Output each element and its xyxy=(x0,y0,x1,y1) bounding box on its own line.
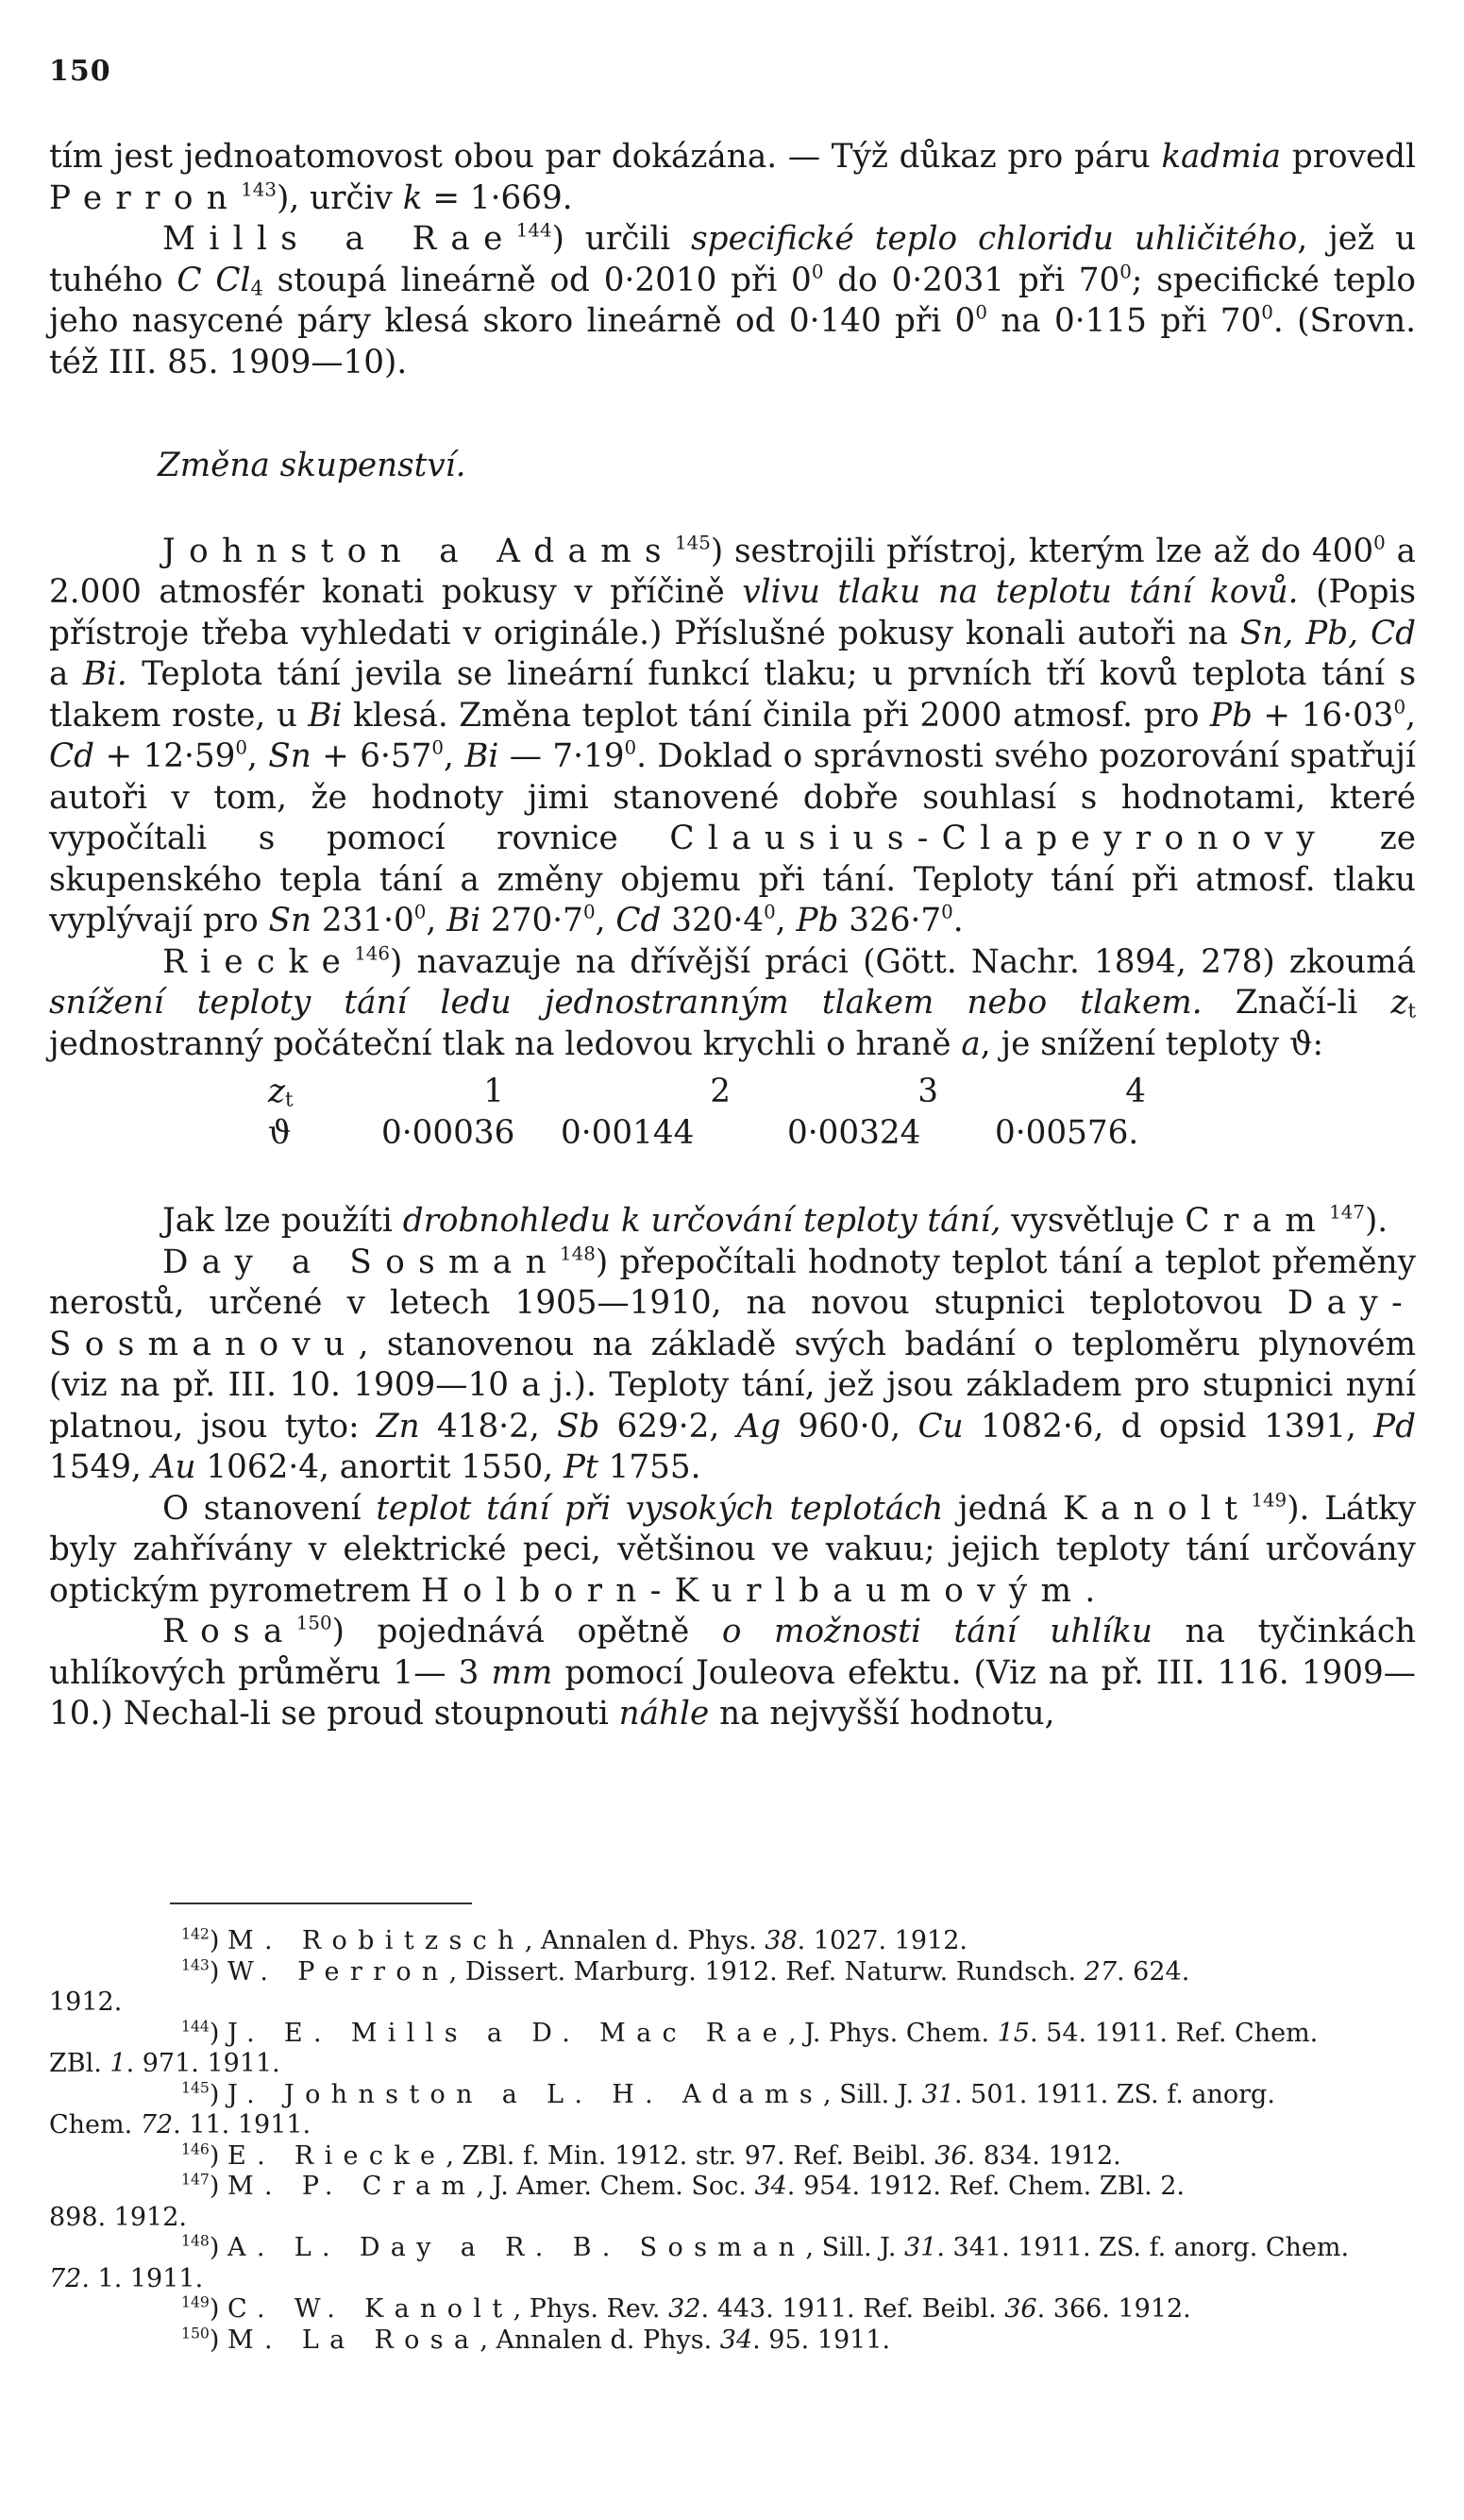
table-cell: 4 xyxy=(1125,1073,1146,1110)
footnote: $^{147}$) M. P. Cram, J. Amer. Chem. Soc. 34. 954. 1912. Ref. Chem. ZBl. 2. xyxy=(181,2170,1185,2201)
footnote-ref: 146 xyxy=(354,942,391,965)
table-cell: 3 xyxy=(917,1073,938,1110)
footnote-ref: 144 xyxy=(515,219,552,242)
paragraph-2: Mills a Rae$^{144}$) určili specifické teplo chloridu uhličitého, jež u tuhého C $Cl_4$ stoupá lineárně od 0·2010 při $0^0$ do 0·2031 při $70^0$; specifické teplo jeho nasycené páry klesá skoro lineárně od 0·140 při $0^0$ na 0·115 při $70^0$. (Srovn. též III. 85. 1909—10). xyxy=(49,219,1417,381)
footnote: $^{144}$) J. E. Mills a D. Mac Rae, J. Phys. Chem. 15. 54. 1911. Ref. Chem. xyxy=(181,2016,1319,2048)
footnote-continuation: 1912. xyxy=(49,1987,123,2017)
footnote: $^{148}$) A. L. Day a R. B. Sosman, Sill. J. 31. 341. 1911. ZS. f. anorg. Chem. xyxy=(181,2231,1350,2262)
footnote: $^{146}$) E. Riecke, ZBl. f. Min. 1912. str. 97. Ref. Beibl. 36. 834. 1912. xyxy=(181,2139,1121,2171)
author-name: Johnston a Adams xyxy=(162,532,675,570)
table-cell: 0·00576. xyxy=(995,1114,1139,1152)
footnote-ref: 147 xyxy=(1329,1201,1365,1224)
paragraph-4: Riecke$^{146}$) navazuje na dřívější práci (Gött. Nachr. 1894, 278) zkoumá snížení teploty tání ledu jednostranným tlakem nebo tlakem. Značí-li $z_t$ jednostranný počáteční tlak na ledovou krychli o hraně a, je snížení teploty ϑ: xyxy=(49,942,1416,1063)
footnote-continuation: 72. 1. 1911. xyxy=(49,2263,204,2293)
footnote-divider xyxy=(170,1903,472,1904)
author-name: Riecke xyxy=(162,942,355,981)
footnote: $^{142}$) M. Robitzsch, Annalen d. Phys. 38. 1027. 1912. xyxy=(181,1924,968,1955)
table-cell: 2 xyxy=(710,1073,731,1110)
main-text xyxy=(49,137,1416,1735)
footnote-ref: 145 xyxy=(674,532,711,554)
table-cell: ϑ xyxy=(268,1114,292,1152)
scale-name: Day-Sosmanovu xyxy=(49,1284,1416,1363)
instrument-name: Holborn-Kurlbaumovým xyxy=(420,1571,1085,1610)
author-name: Perron xyxy=(49,178,242,217)
paragraph-8: Rosa$^{150}$) pojednává opětně o možnosti tání uhlíku na tyčinkách uhlíkových průměru 1— 3 mm pomocí Jouleova efektu. (Viz na př. III. 116. 1909—10.) Nechal-li se proud stoupnouti náhle na nejvyšší hodnotu, xyxy=(49,1612,1416,1733)
paragraph-3: Johnston a Adams$^{145}$) sestrojili přístroj, kterým lze až do $400^0$ a 2.000 atmosfér konati pokusy v příčině vlivu tlaku na teplotu tání kovů. (Popis přístroje třeba vyhledati v originále.) Příslušné pokusy konali autoři na Sn, Pb, Cd a Bi. Teplota tání jevila se lineární funkcí tlaku; u prvních tří kovů teplota tání s tlakem roste, u Bi klesá. Změna teplot tání činila při 2000 atmosf. pro $Pb + 16\cdot 03^0$, $Cd + 12\cdot 59^0$, $Sn + 6\cdot 57^0$, Bi — $7\cdot 19^0$. Doklad o správnosti svého pozorování spatřují autoři v tom, že hodnoty jimi stanovené dobře souhlasí s hodnotami, které vypočítali s pomocí rovnice Clausius-Clapeyronovy ze skupenského tepla tání a změny objemu při tání. Teploty tání při atmosf. tlaku vyplývají pro Sn $231\cdot 0^0$, Bi $270\cdot 7^0$, Cd $320\cdot 4^0$, Pb $326\cdot 7^0$. xyxy=(49,532,1417,939)
footnote: $^{149}$) C. W. Kanolt, Phys. Rev. 32. 443. 1911. Ref. Beibl. 36. 366. 1912. xyxy=(181,2292,1191,2324)
table-cell: 0·00324 xyxy=(787,1114,921,1152)
paragraph-5: Jak lze použíti drobnohledu k určování teploty tání, vysvětluje Cram$^{147}$). xyxy=(162,1201,1388,1240)
paragraph-7: O stanovení teplot tání při vysokých teplotách jedná Kanolt$^{149}$). Látky byly zahřívány v elektrické peci, většinou ve vakuu; jejich teploty tání určovány optickým pyrometrem Holborn-Kurlbaumovým. xyxy=(49,1489,1417,1610)
author-name: Day a Sosman xyxy=(162,1243,560,1281)
equation-name: Clausius-Clapeyronovy xyxy=(669,820,1329,857)
table-cell: 0·00144 xyxy=(561,1114,695,1152)
author-name: Mills a Rae xyxy=(162,220,516,258)
table-cell: $z_t$ xyxy=(268,1073,294,1111)
author-name: Cram xyxy=(1185,1202,1330,1240)
footnote-ref: 149 xyxy=(1251,1489,1287,1512)
footnote-ref: 150 xyxy=(295,1612,332,1634)
section-heading: Změna skupenství. xyxy=(158,447,466,484)
footnote-continuation: ZBl. 1. 971. 1911. xyxy=(49,2049,280,2078)
paragraph-1: tím jest jednoatomovost obou par dokázána. — Týž důkaz pro páru kadmia provedl Perron$^{143}$), určiv k = 1·669. xyxy=(49,138,1416,217)
footnotes xyxy=(49,1926,1416,2356)
footnote: $^{143}$) W. Perron, Dissert. Marburg. 1912. Ref. Naturw. Rundsch. 27. 624. xyxy=(181,1954,1190,1987)
footnote-ref: 143 xyxy=(241,178,278,201)
page-number: 150 xyxy=(49,55,111,88)
data-table xyxy=(268,1071,1416,1154)
author-name: Kanolt xyxy=(1062,1489,1252,1528)
paragraph-6: Day a Sosman$^{148}$) přepočítali hodnoty teplot tání a teplot přeměny nerostů, určené v letech 1905—1910, na novou stupnici teplotovou Day-Sosmanovu, stanovenou na základě svých badání o teploměru plynovém (viz na př. III. 10. 1909—10 a j.). Teploty tání, jež jsou základem pro stupnici nyní platnou, jsou tyto: Zn 418·2, Sb 629·2, Ag 960·0, Cu 1082·6, d opsid 1391, Pd 1549, Au 1062·4, anortit 1550, Pt 1755. xyxy=(49,1243,1416,1486)
table-cell: 1 xyxy=(483,1073,504,1110)
footnote-continuation: 898. 1912. xyxy=(49,2202,187,2232)
footnote: $^{145}$) J. Johnston a L. H. Adams, Sill. J. 31. 501. 1911. ZS. f. anorg. xyxy=(181,2077,1275,2109)
author-name: Rosa xyxy=(162,1613,296,1650)
footnote: $^{150}$) M. La Rosa, Annalen d. Phys. 34. 95. 1911. xyxy=(181,2323,891,2355)
footnote-ref: 148 xyxy=(559,1243,596,1265)
table-cell: 0·00036 xyxy=(381,1114,515,1152)
footnote-continuation: Chem. 72. 11. 1911. xyxy=(49,2110,311,2139)
